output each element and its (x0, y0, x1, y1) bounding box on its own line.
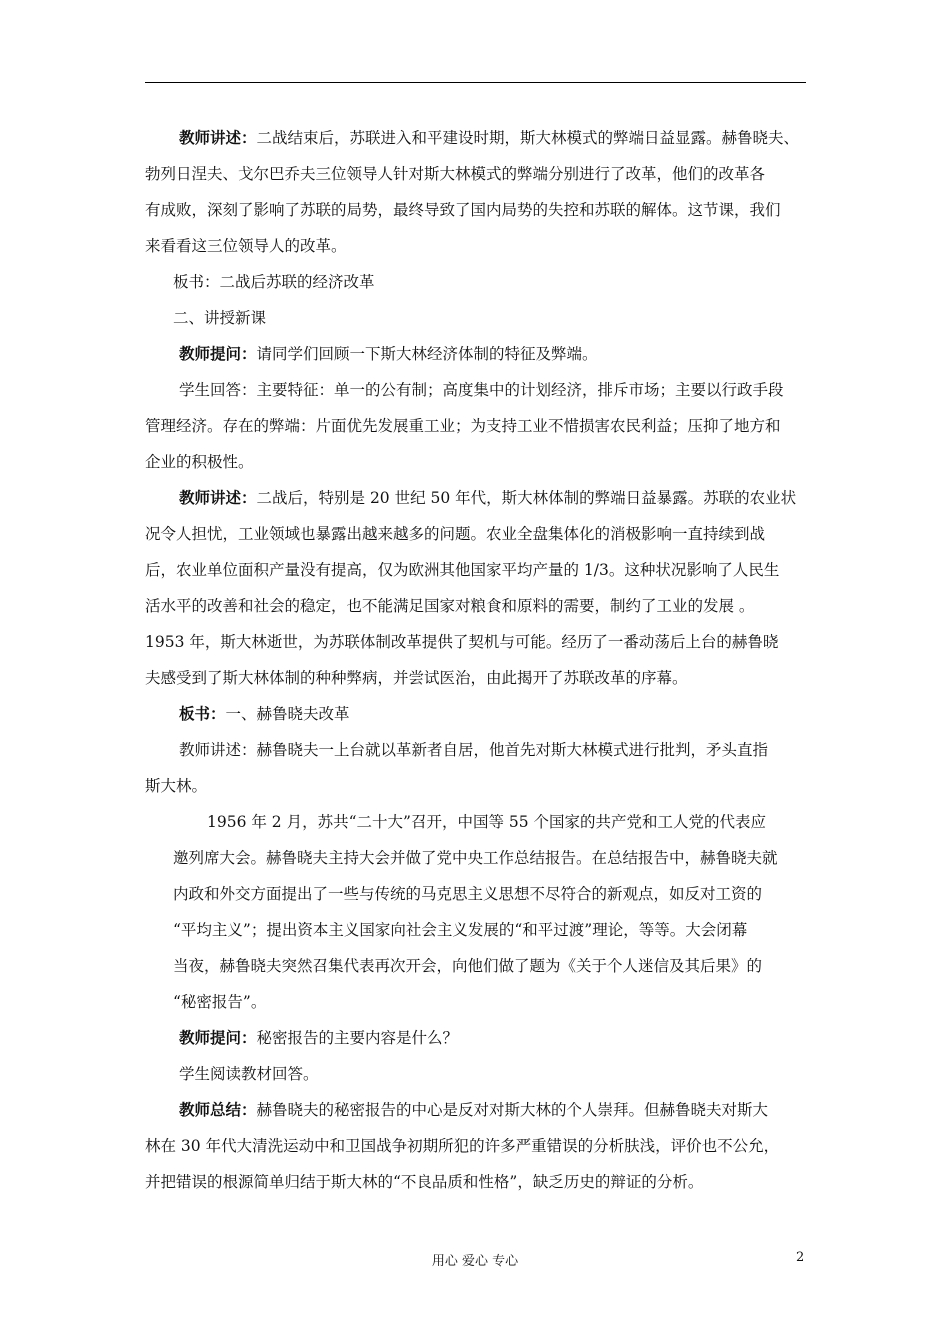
paragraph-line (145, 660, 820, 696)
speaker-label: 教师讲述： (179, 489, 257, 507)
speaker-label: 教师总结： (179, 1101, 257, 1119)
paragraph-line (145, 984, 820, 1020)
paragraph-line (145, 768, 820, 804)
paragraph-line (145, 228, 820, 264)
document-body (145, 120, 820, 1200)
footer-slogan: 用心 爱心 专心 (431, 1254, 519, 1269)
paragraph-line (145, 408, 820, 444)
paragraph-line (145, 156, 820, 192)
paragraph-line (145, 624, 820, 660)
line-text: 并把错误的根源简单归结于斯大林的“不良品质和性格”，缺乏历史的辩证的分析。 (145, 1173, 704, 1191)
header-rule (145, 82, 806, 83)
line-text: 一、赫鲁晓夫改革 (225, 705, 350, 723)
line-text: 1953 年，斯大林逝世，为苏联体制改革提供了契机与可能。经历了一番动荡后上台的赫鲁晓 (145, 633, 779, 651)
paragraph-line (145, 1092, 820, 1128)
paragraph-line (145, 840, 820, 876)
line-text: 管理经济。存在的弊端：片面优先发展重工业；为支持工业不惜损害农民利益；压抑了地方和 (145, 417, 781, 435)
speaker-label: 教师提问： (179, 1029, 257, 1047)
paragraph-line (145, 696, 820, 732)
line-text: 有成败，深刻了影响了苏联的局势，最终导致了国内局势的失控和苏联的解体。这节课，我们 (145, 201, 781, 219)
paragraph-line (145, 372, 820, 408)
line-text: 斯大林。 (145, 777, 208, 795)
paragraph-line (145, 300, 820, 336)
paragraph-line (145, 876, 820, 912)
paragraph-line (145, 912, 820, 948)
speaker-label: 教师讲述： (179, 129, 257, 147)
page-number: 2 (796, 1250, 805, 1265)
line-text: 赫鲁晓夫的秘密报告的中心是反对对斯大林的个人崇拜。但赫鲁晓夫对斯大 (256, 1101, 769, 1119)
line-text: 请同学们回顾一下斯大林经济体制的特征及弊端。 (256, 345, 598, 363)
paragraph-line (145, 588, 820, 624)
line-text: 勃列日涅夫、戈尔巴乔夫三位领导人针对斯大林模式的弊端分别进行了改革，他们的改革各 (145, 165, 766, 183)
line-text: 二、讲授新课 (173, 309, 267, 327)
line-text: 1956 年 2 月，苏共“二十大”召开，中国等 55 个国家的共产党和工人党的代表应 (207, 813, 767, 831)
line-text: 林在 30 年代大清洗运动中和卫国战争初期所犯的许多严重错误的分析肤浅，评价也不公允， (145, 1137, 780, 1155)
line-text: 来看看这三位领导人的改革。 (145, 237, 347, 255)
line-text: 学生阅读教材回答。 (179, 1065, 319, 1083)
line-text: 二战结束后，苏联进入和平建设时期，斯大林模式的弊端日益显露。赫鲁晓夫、 (256, 129, 800, 147)
line-text: 教师讲述：赫鲁晓夫一上台就以革新者自居，他首先对斯大林模式进行批判，矛头直指 (179, 741, 769, 759)
line-text: 况令人担忧，工业领域也暴露出越来越多的问题。农业全盘集体化的消极影响一直持续到战 (145, 525, 766, 543)
paragraph-line (145, 732, 820, 768)
paragraph-line (145, 192, 820, 228)
paragraph-line (145, 948, 820, 984)
paragraph-line (145, 1164, 820, 1200)
paragraph-line (145, 516, 820, 552)
paragraph-line (145, 1056, 820, 1092)
line-text: 活水平的改善和社会的稳定，也不能满足国家对粮食和原料的需要，制约了工业的发展 。 (145, 597, 755, 615)
paragraph-line (145, 1020, 820, 1056)
paragraph-line (145, 336, 820, 372)
line-text: “平均主义”；提出资本主义国家向社会主义发展的“和平过渡”理论，等等。大会闭幕 (173, 921, 748, 939)
line-text: 学生回答：主要特征：单一的公有制；高度集中的计划经济，排斥市场；主要以行政手段 (179, 381, 784, 399)
paragraph-line (145, 120, 820, 156)
paragraph-line (145, 264, 820, 300)
line-text: 企业的积极性。 (145, 453, 254, 471)
paragraph-line (145, 552, 820, 588)
line-text: 后，农业单位面积产量没有提高，仅为欧洲其他国家平均产量的 1/3。这种状况影响了人民生 (145, 561, 780, 579)
paragraph-line (145, 1128, 820, 1164)
line-text: 二战后，特别是 20 世纪 50 年代，斯大林体制的弊端日益暴露。苏联的农业状 (256, 489, 797, 507)
line-text: 板书：二战后苏联的经济改革 (173, 273, 375, 291)
line-text: 邀列席大会。赫鲁晓夫主持大会并做了党中央工作总结报告。在总结报告中，赫鲁晓夫就 (173, 849, 778, 867)
paragraph-line (145, 804, 820, 840)
line-text: 夫感受到了斯大林体制的种种弊病，并尝试医治，由此揭开了苏联改革的序幕。 (145, 669, 688, 687)
line-text: 内政和外交方面提出了一些与传统的马克思主义思想不尽符合的新观点，如反对工资的 (173, 885, 763, 903)
speaker-label: 板书： (179, 705, 226, 723)
line-text: “秘密报告”。 (173, 993, 267, 1011)
line-text: 秘密报告的主要内容是什么？ (256, 1029, 459, 1047)
speaker-label: 教师提问： (179, 345, 257, 363)
line-text: 当夜，赫鲁晓夫突然召集代表再次开会，向他们做了题为《关于个人迷信及其后果》的 (173, 957, 763, 975)
paragraph-line (145, 480, 820, 516)
paragraph-line (145, 444, 820, 480)
